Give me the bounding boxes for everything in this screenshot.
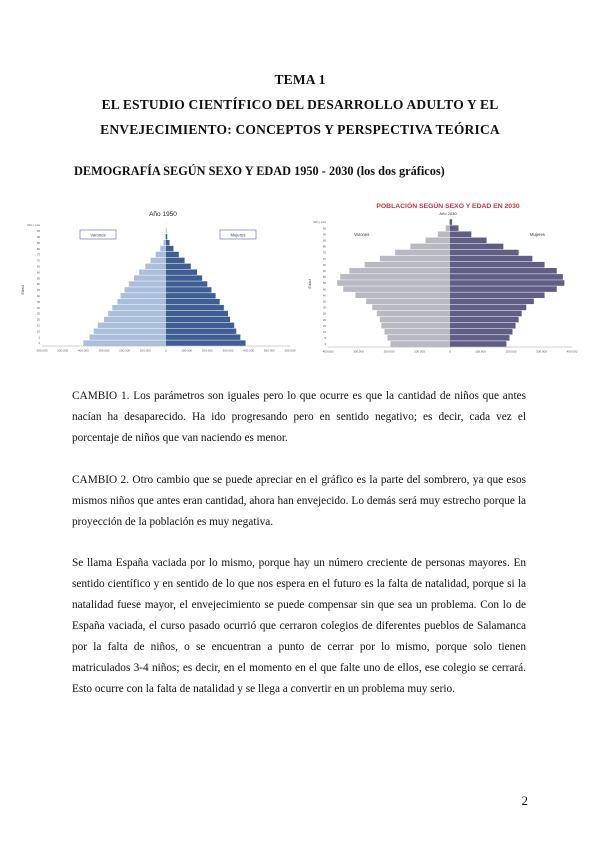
c1-bar-male-70-74: [151, 258, 167, 263]
c2-ytick-label: 100 y más: [313, 220, 326, 225]
c2-ytick-label: 30: [322, 305, 326, 310]
c1-bar-male-60-64: [139, 269, 166, 274]
c2-bar-female-95-99: [450, 225, 459, 231]
c2-bar-female-80-84: [450, 244, 503, 250]
c1-bar-female-90-94: [166, 234, 167, 239]
c2-ytick-label: 85: [322, 238, 326, 243]
c2-ytick-label: 50: [322, 281, 326, 286]
c1-xtick-label: 300.000: [222, 348, 234, 353]
c2-bar-female-75-79: [450, 250, 519, 256]
tema-label: TEMA 1: [274, 72, 326, 87]
chart2-ylabel: Edad: [307, 279, 312, 289]
c1-ytick-label: 0: [38, 341, 40, 346]
c1-xtick-label: 200.000: [119, 348, 131, 353]
c1-bar-male-65-69: [145, 264, 166, 269]
c1-bar-male-10-14: [94, 329, 166, 334]
c2-xtick-label: 300.000: [353, 349, 364, 354]
c1-xtick-label: 100.000: [139, 348, 151, 353]
c2-bar-female-10-14: [450, 329, 513, 335]
chart2-legend-female: Mujeres: [530, 232, 545, 237]
c2-ytick-label: 20: [322, 317, 326, 322]
c2-bar-female-60-64: [450, 268, 557, 274]
c1-ytick-label: 15: [36, 323, 40, 328]
c2-xtick-label: 100.000: [475, 349, 486, 354]
c1-bar-male-55-59: [134, 275, 166, 280]
c1-bar-male-35-39: [117, 299, 166, 304]
c1-bar-male-15-19: [98, 323, 166, 328]
c1-bar-male-45-49: [125, 287, 166, 292]
c1-xtick-label: 600.000: [284, 348, 296, 353]
c2-ytick-label: 90: [322, 232, 326, 237]
c2-bar-male-70-74: [380, 256, 450, 262]
page-number: 2: [521, 793, 528, 808]
c1-bar-female-35-39: [166, 299, 220, 304]
c2-ytick-label: 60: [322, 269, 326, 274]
chart1-legend-female: Mujeres: [230, 232, 246, 238]
c1-ytick-label: 100 y más: [27, 223, 40, 228]
c2-bar-female-25-29: [450, 311, 522, 317]
c1-ytick-label: 95: [36, 229, 40, 234]
c1-bar-male-90-94: [165, 234, 166, 239]
c1-ytick-label: 90: [36, 234, 40, 239]
c1-bar-female-75-79: [166, 252, 179, 257]
c1-bar-female-80-84: [166, 246, 173, 251]
c1-ytick-label: 80: [36, 246, 40, 251]
chart2-title: POBLACIÓN SEGÚN SEXO Y EDAD EN 2030: [376, 203, 520, 210]
c2-ytick-label: 45: [322, 287, 326, 292]
c2-xtick-label: 200.000: [505, 349, 517, 354]
c1-bar-female-15-19: [166, 323, 234, 328]
c2-bar-male-90-94: [438, 231, 450, 237]
c1-xtick-label: 100.000: [181, 348, 193, 353]
c2-bar-male-75-79: [395, 250, 450, 256]
c1-ytick-label: 45: [36, 288, 40, 293]
chart1-title: Año 1950: [149, 211, 177, 218]
c2-bar-male-20-24: [380, 317, 450, 323]
c1-ytick-label: 85: [36, 240, 40, 245]
c2-ytick-label: 10: [322, 329, 326, 334]
c2-bar-female-5-9: [450, 335, 509, 341]
chart1-legend-male: Varones: [90, 232, 106, 238]
c1-bar-male-85-89: [164, 240, 166, 245]
c2-bar-male-80-84: [410, 244, 450, 250]
c1-ytick-label: 5: [38, 335, 40, 340]
c2-bar-male-60-64: [349, 268, 450, 274]
c2-ytick-label: 80: [322, 244, 326, 249]
c2-bar-male-50-54: [337, 280, 450, 286]
c1-ytick-label: 75: [36, 252, 40, 257]
c2-ytick-label: 70: [322, 256, 326, 261]
c1-bar-female-40-44: [166, 293, 216, 298]
c1-xtick-label: 0: [165, 348, 167, 353]
c1-ytick-label: 40: [36, 294, 40, 299]
c2-ytick-label: 40: [322, 293, 326, 298]
c2-bar-female-55-59: [450, 274, 563, 280]
c2-bar-male-0-4: [391, 341, 450, 347]
c2-bar-female-15-19: [450, 323, 516, 329]
c2-ytick-label: 95: [322, 226, 326, 231]
c2-bar-male-15-19: [381, 323, 450, 329]
c1-bar-male-50-54: [129, 281, 166, 286]
c2-bar-female-85-89: [450, 238, 487, 244]
c1-bar-male-5-9: [90, 334, 166, 339]
c2-bar-male-55-59: [340, 274, 450, 280]
chart2-legend-male: Varones: [354, 232, 370, 237]
c1-bar-female-10-14: [166, 329, 236, 334]
c2-bar-male-35-39: [366, 298, 450, 304]
c1-ytick-label: 35: [36, 299, 40, 304]
c1-ytick-label: 50: [36, 282, 40, 287]
c2-bar-female-50-54: [450, 280, 564, 286]
c2-bar-male-45-49: [343, 286, 450, 292]
c2-xtick-label: 0: [449, 349, 451, 354]
c1-bar-female-30-34: [166, 305, 224, 310]
c2-ytick-label: 15: [322, 323, 326, 328]
c1-ytick-label: 70: [36, 258, 40, 263]
c2-bar-male-85-89: [426, 238, 450, 244]
c2-bar-male-100+: [449, 219, 450, 225]
c2-ytick-label: 65: [322, 262, 326, 267]
c2-bar-male-10-14: [384, 329, 450, 335]
c2-bar-male-65-69: [365, 262, 450, 268]
c1-ytick-label: 20: [36, 317, 40, 322]
c1-xtick-label: 500.000: [263, 348, 275, 353]
c1-xtick-label: 300.000: [98, 348, 110, 353]
document-title-line1: EL ESTUDIO CIENTÍFICO DEL DESARROLLO ADULTO Y EL: [101, 97, 499, 112]
paragraph-espana-vaciada: Se llama España vaciada por lo mismo, porque hay un número creciente de personas mayores. En sentido científico y en sentido de lo que nos espera en el futuro es la falta de natalidad, porque si la natalidad fuese mayor, el envejecimiento se puede compensar sin que sea un problema. Con lo de España vaciada, el curso pasado ocurrió que cerraron colegios de diferentes pueblos de Salamanca por la falta de niños, o se encuentran a punto de cerrar por lo mismo, porque solo tienen matriculados 3-4 niños; es decir, en el momento en el que falte uno de ellos, ese colegio se cerrará. Esto ocurre con la falta de natalidad y se llega a convertir en un problema muy serio.: [72, 557, 526, 695]
c1-bar-female-70-74: [166, 258, 185, 263]
c1-ytick-label: 65: [36, 264, 40, 269]
c1-bar-female-55-59: [166, 275, 202, 280]
c1-xtick-label: 500.000: [57, 348, 69, 353]
c2-ytick-label: 55: [322, 275, 326, 280]
c2-bar-female-40-44: [450, 292, 545, 298]
c1-ytick-label: 30: [36, 305, 40, 310]
pyramid-chart-1950: [20, 208, 296, 358]
c2-bar-male-5-9: [387, 335, 450, 341]
c1-bar-female-25-29: [166, 311, 228, 316]
c1-bar-female-85-89: [166, 240, 170, 245]
paragraph-cambio-1: CAMBIO 1. Los parámetros son iguales pero lo que ocurre es que la cantidad de niños que antes nacían ha desaparecido. Ha ido progresando pero en sentido negativo; es decir, cada vez el porcentaje de niños que van naciendo es menor.: [72, 390, 526, 444]
c2-xtick-label: 200.000: [383, 349, 395, 354]
c1-bar-male-40-44: [121, 293, 166, 298]
c1-bar-female-0-4: [166, 340, 246, 345]
c2-bar-female-35-39: [450, 298, 534, 304]
c2-xtick-label: 400.000: [566, 349, 578, 354]
c2-bar-male-95-99: [446, 225, 450, 231]
chart1-ylabel: Edad: [20, 285, 25, 295]
c1-bar-male-0-4: [83, 340, 166, 345]
document-title-line2: ENVEJECIMIENTO: CONCEPTOS Y PERSPECTIVA TEÓRICA: [100, 122, 500, 137]
pyramid-chart-2030: [306, 200, 578, 358]
c1-bar-male-75-79: [156, 252, 166, 257]
c2-bar-female-20-24: [450, 317, 519, 323]
c1-xtick-label: 200.000: [201, 348, 213, 353]
c1-bar-female-5-9: [166, 334, 240, 339]
c2-ytick-label: 75: [322, 250, 326, 255]
c2-bar-female-65-69: [450, 262, 545, 268]
c2-bar-female-30-34: [450, 305, 526, 311]
section-heading: DEMOGRAFÍA SEGÚN SEXO Y EDAD 1950 - 2030 (los dos gráficos): [74, 164, 445, 178]
c1-bar-male-25-29: [108, 311, 166, 316]
c1-bar-female-45-49: [166, 287, 211, 292]
c2-bar-male-40-44: [355, 292, 450, 298]
c1-xtick-label: 600.000: [36, 348, 48, 353]
chart2-subtitle: Año 2030: [439, 211, 457, 216]
c2-ytick-label: 35: [322, 299, 326, 304]
c2-ytick-label: 0: [324, 342, 326, 347]
c1-bar-female-50-54: [166, 281, 207, 286]
c1-bar-male-20-24: [104, 317, 166, 322]
c2-xtick-label: 100.000: [414, 349, 425, 354]
c2-bar-female-70-74: [450, 256, 532, 262]
c2-bar-female-45-49: [450, 286, 557, 292]
c1-ytick-label: 25: [36, 311, 40, 316]
c2-xtick-label: 400.000: [322, 349, 334, 354]
c2-ytick-label: 5: [324, 336, 326, 341]
c1-bar-male-30-34: [112, 305, 166, 310]
c1-bar-female-65-69: [166, 264, 191, 269]
c1-bar-male-80-84: [160, 246, 166, 251]
c2-bar-male-30-34: [372, 305, 450, 311]
c2-ytick-label: 25: [322, 311, 326, 316]
c2-bar-female-100+: [450, 219, 452, 225]
c2-bar-female-90-94: [450, 231, 471, 237]
c1-bar-female-60-64: [166, 269, 197, 274]
c1-ytick-label: 60: [36, 270, 40, 275]
c2-xtick-label: 300.000: [536, 349, 547, 354]
c1-bar-female-20-24: [166, 317, 230, 322]
c1-ytick-label: 10: [36, 329, 40, 334]
c1-xtick-label: 400.000: [243, 348, 255, 353]
paragraph-cambio-2: CAMBIO 2. Otro cambio que se puede apreciar en el gráfico es la parte del sombrero, ya que esos mismos niños que antes eran cantidad, ahora han envejecido. Lo demás será muy estrecho porque la proyección de la población es muy negativa.: [72, 474, 526, 528]
c1-xtick-label: 400.000: [77, 348, 89, 353]
c2-bar-female-0-4: [450, 341, 506, 347]
c2-bar-male-25-29: [377, 311, 450, 317]
c1-ytick-label: 55: [36, 276, 40, 281]
